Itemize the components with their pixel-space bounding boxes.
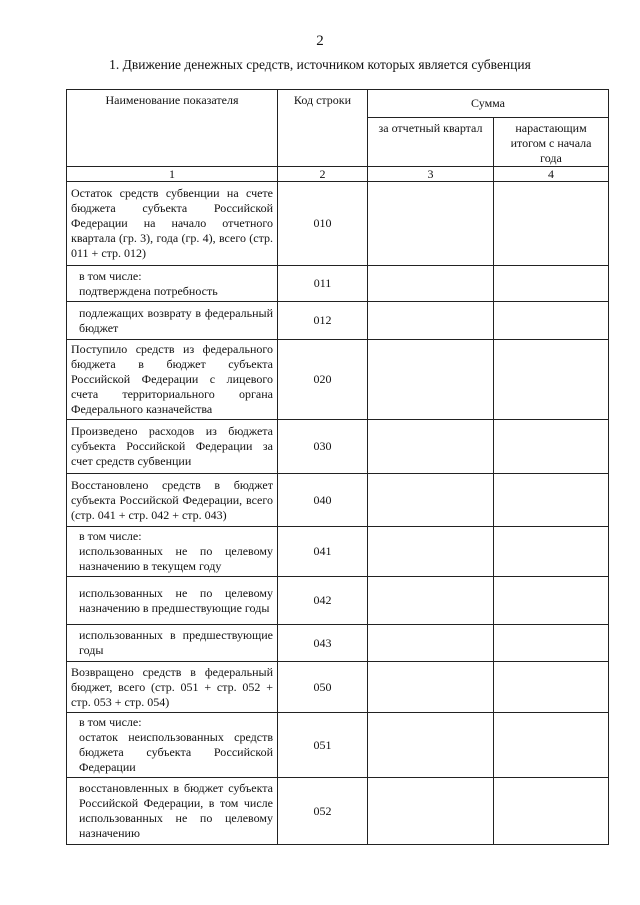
table-row [67,340,609,420]
row-value-cumulative[interactable] [494,182,609,266]
row-prefix: в том числе: [79,529,142,543]
subvention-table [66,89,609,845]
row-name: Поступило средств из федерального бюджета в бюджет субъекта Российской Федерации с лицевого счета территориального органа Федерального казначейства [71,342,273,416]
row-value-cumulative[interactable] [494,577,609,625]
row-name-cell [67,474,278,527]
row-name-cell [67,182,278,266]
table-row [67,662,609,713]
row-name: использованных в предшествующие годы [79,628,273,657]
row-value-cumulative[interactable] [494,527,609,577]
row-code: 030 [278,420,368,474]
row-value-cumulative[interactable] [494,340,609,420]
column-number: 1 [67,167,278,182]
row-name-cell [67,420,278,474]
row-value-quarter[interactable] [368,577,494,625]
row-value-cumulative[interactable] [494,625,609,662]
row-name: Остаток средств субвенции на счете бюджета субъекта Российской Федерации на начало отчетного квартала (гр. 3), года (гр. 4), всего (стр. 011 + стр. 012) [71,186,273,260]
column-numbers-row [67,167,609,182]
section-title: 1. Движение денежных средств, источником которых является субвенция [109,57,531,72]
row-value-quarter[interactable] [368,340,494,420]
table-row [67,302,609,340]
row-value-quarter[interactable] [368,266,494,302]
table-row [67,420,609,474]
header-code: Код строки [278,90,368,167]
page-number: 2 [316,33,324,49]
row-name-cell [67,527,278,577]
table-body [67,182,609,845]
row-code: 010 [278,182,368,266]
row-value-quarter[interactable] [368,420,494,474]
row-value-cumulative[interactable] [494,662,609,713]
row-value-cumulative[interactable] [494,266,609,302]
row-name: восстановленных в бюджет субъекта Российской Федерации, в том числе использованных не по целевому назначению [79,781,273,840]
table-row [67,527,609,577]
row-prefix: в том числе: [79,268,142,283]
row-name: Возвращено средств в федеральный бюджет, всего (стр. 051 + стр. 052 + стр. 053 + стр. 054) [71,664,273,709]
row-code: 042 [278,577,368,625]
header-quarter: за отчетный квартал [368,118,494,167]
row-value-quarter[interactable] [368,778,494,845]
row-name-cell [67,662,278,713]
row-name-cell [67,302,278,340]
row-name: использованных не по целевому назначению в текущем году [79,544,273,573]
row-name: остаток неиспользованных средств бюджета субъекта Российской Федерации [79,730,273,774]
table-row [67,625,609,662]
row-value-quarter[interactable] [368,182,494,266]
row-value-cumulative[interactable] [494,302,609,340]
row-value-quarter[interactable] [368,662,494,713]
table-row [67,182,609,266]
row-prefix: в том числе: [79,715,142,729]
row-code: 011 [278,266,368,302]
row-code: 052 [278,778,368,845]
table-row [67,577,609,625]
row-value-quarter[interactable] [368,625,494,662]
column-number: 2 [278,167,368,182]
column-number: 3 [368,167,494,182]
row-code: 012 [278,302,368,340]
row-name: использованных не по целевому назначению в предшествующие годы [79,585,273,615]
row-code: 020 [278,340,368,420]
row-name-cell [67,266,278,302]
row-value-cumulative[interactable] [494,474,609,527]
row-name-cell [67,625,278,662]
table-row [67,474,609,527]
row-code: 050 [278,662,368,713]
header-sum: Сумма [368,90,609,118]
row-name: Восстановлено средств в бюджет субъекта Российской Федерации, всего (стр. 041 + стр. 042 + стр. 043) [71,477,273,522]
row-name-cell [67,340,278,420]
row-name: Произведено расходов из бюджета субъекта Российской Федерации за счет средств субвенции [71,424,273,468]
row-value-quarter[interactable] [368,474,494,527]
table-row [67,778,609,845]
table-row [67,266,609,302]
row-name-cell [67,778,278,845]
row-value-quarter[interactable] [368,302,494,340]
row-code: 041 [278,527,368,577]
row-name: подтверждена потребность [79,283,218,298]
header-cumulative: нарастающим итогом с начала года [494,118,609,167]
row-value-cumulative[interactable] [494,713,609,778]
table-row [67,713,609,778]
row-value-cumulative[interactable] [494,778,609,845]
row-name: подлежащих возврату в федеральный бюджет [79,305,273,335]
column-number: 4 [494,167,609,182]
row-code: 043 [278,625,368,662]
row-code: 051 [278,713,368,778]
header-name: Наименование показателя [67,90,278,167]
row-value-quarter[interactable] [368,527,494,577]
row-value-cumulative[interactable] [494,420,609,474]
row-code: 040 [278,474,368,527]
row-name-cell [67,577,278,625]
row-name-cell [67,713,278,778]
row-value-quarter[interactable] [368,713,494,778]
